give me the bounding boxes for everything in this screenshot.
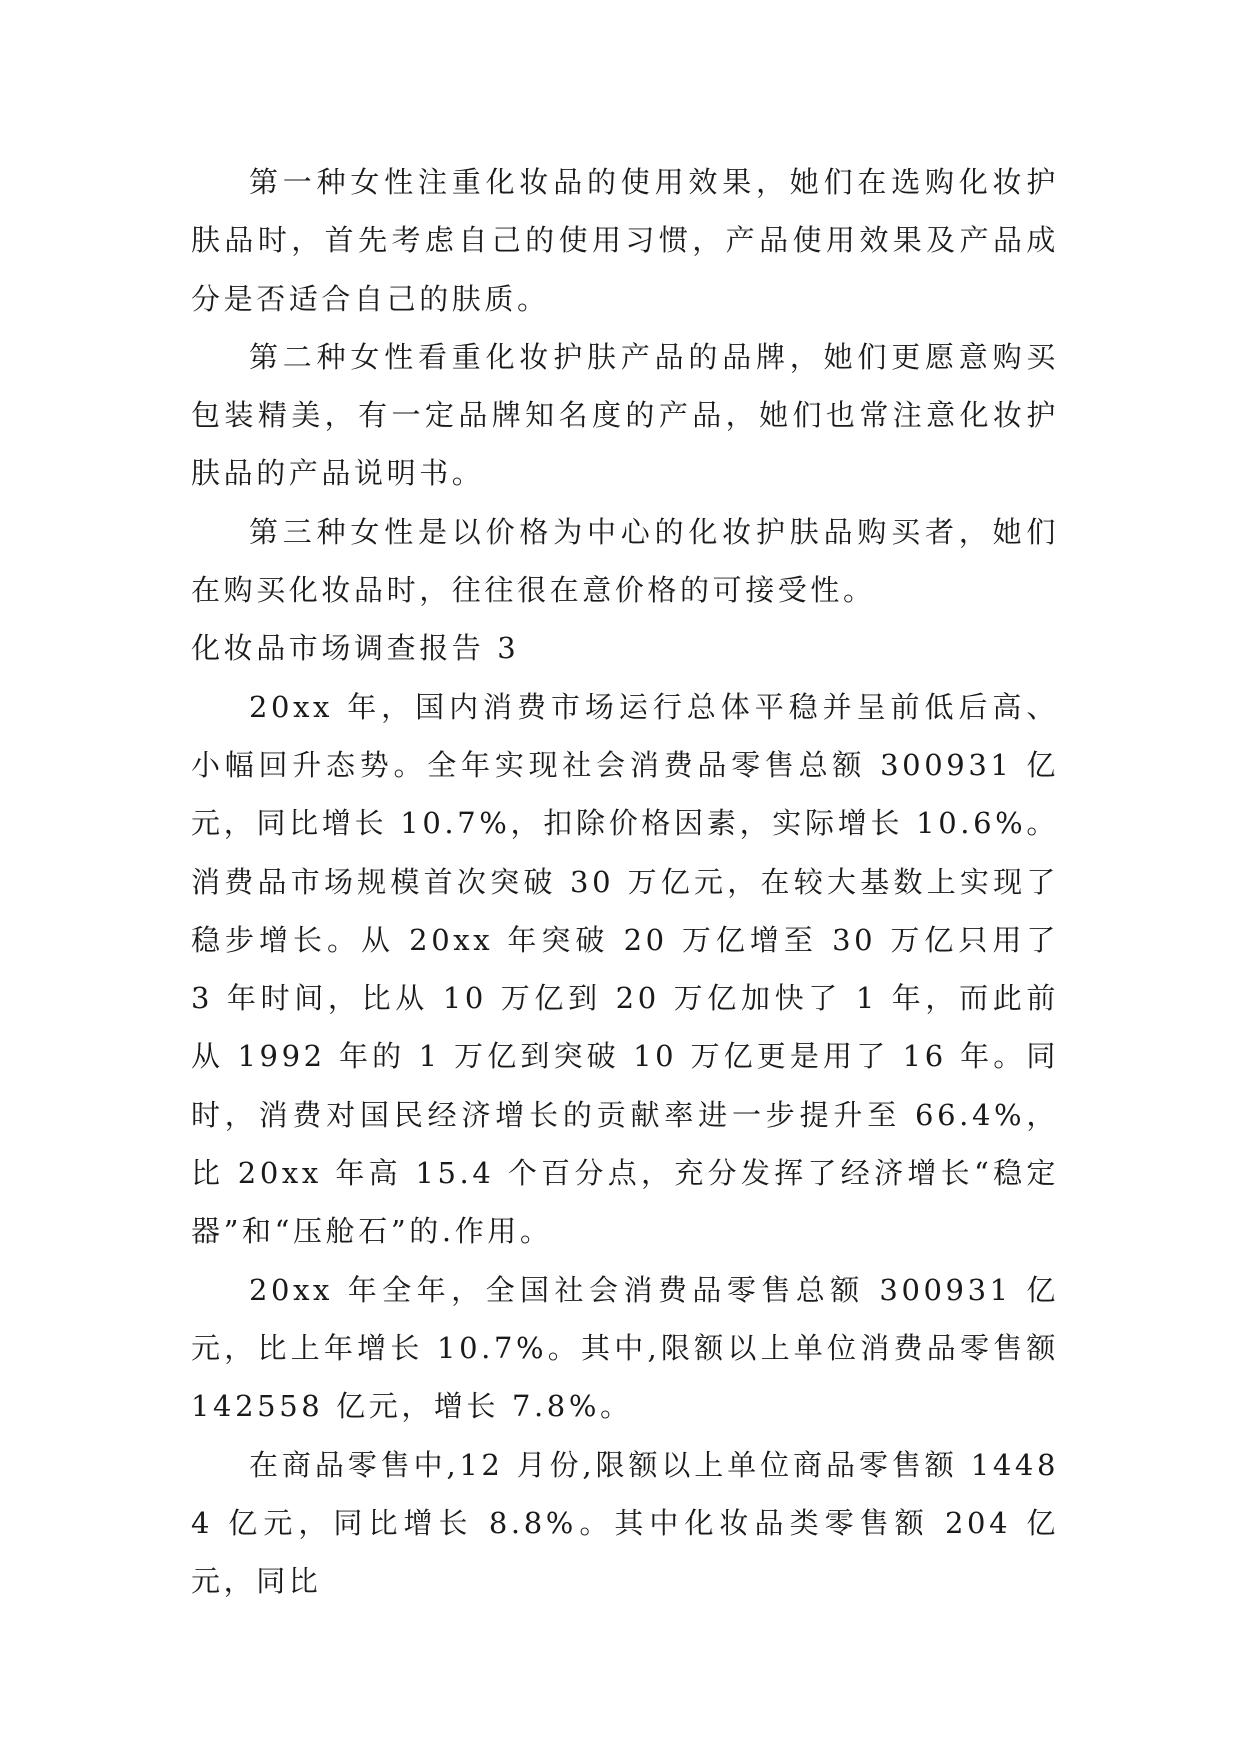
document-body	[191, 153, 1059, 1610]
paragraph-december-retail: 在商品零售中,12 月份,限额以上单位商品零售额 14484 亿元，同比增长 8.8%。其中化妆品类零售额 204 亿元，同比	[191, 1447, 1059, 1599]
paragraph-third-type-women: 第三种女性是以价格为中心的化妆护肤品购买者，她们在购买化妆品时，往往很在意价格的可接受性。	[191, 514, 1059, 608]
section-heading: 化妆品市场调查报告 3	[191, 631, 520, 666]
paragraph-annual-retail-total: 20xx 年全年，全国社会消费品零售总额 300931 亿元，比上年增长 10.7%。其中,限额以上单位消费品零售额 142558 亿元，增长 7.8%。	[191, 1272, 1059, 1424]
paragraph-market-overview: 20xx 年，国内消费市场运行总体平稳并呈前低后高、小幅回升态势。全年实现社会消费品零售总额 300931 亿元，同比增长 10.7%，扣除价格因素，实际增长 10.6%。消费品市场规模首次突破 30 万亿元，在较大基数上实现了稳步增长。从 20xx 年突破 20 万亿增至 30 万亿只用了 3 年时间，比从 10 万亿到 20 万亿加快了 1 年，而此前从 1992 年的 1 万亿到突破 10 万亿更是用了 16 年。同时，消费对国民经济增长的贡献率进一步提升至 66.4%，比 20xx 年高 15.4 个百分点，充分发挥了经济增长“稳定器”和“压舱石”的.作用。	[191, 689, 1059, 1249]
paragraph-first-type-women: 第一种女性注重化妆品的使用效果，她们在选购化妆护肤品时，首先考虑自己的使用习惯，产品使用效果及产品成分是否适合自己的肤质。	[191, 165, 1059, 316]
paragraph-second-type-women: 第二种女性看重化妆护肤产品的品牌，她们更愿意购买包装精美，有一定品牌知名度的产品，她们也常注意化妆护肤品的产品说明书。	[191, 339, 1059, 491]
